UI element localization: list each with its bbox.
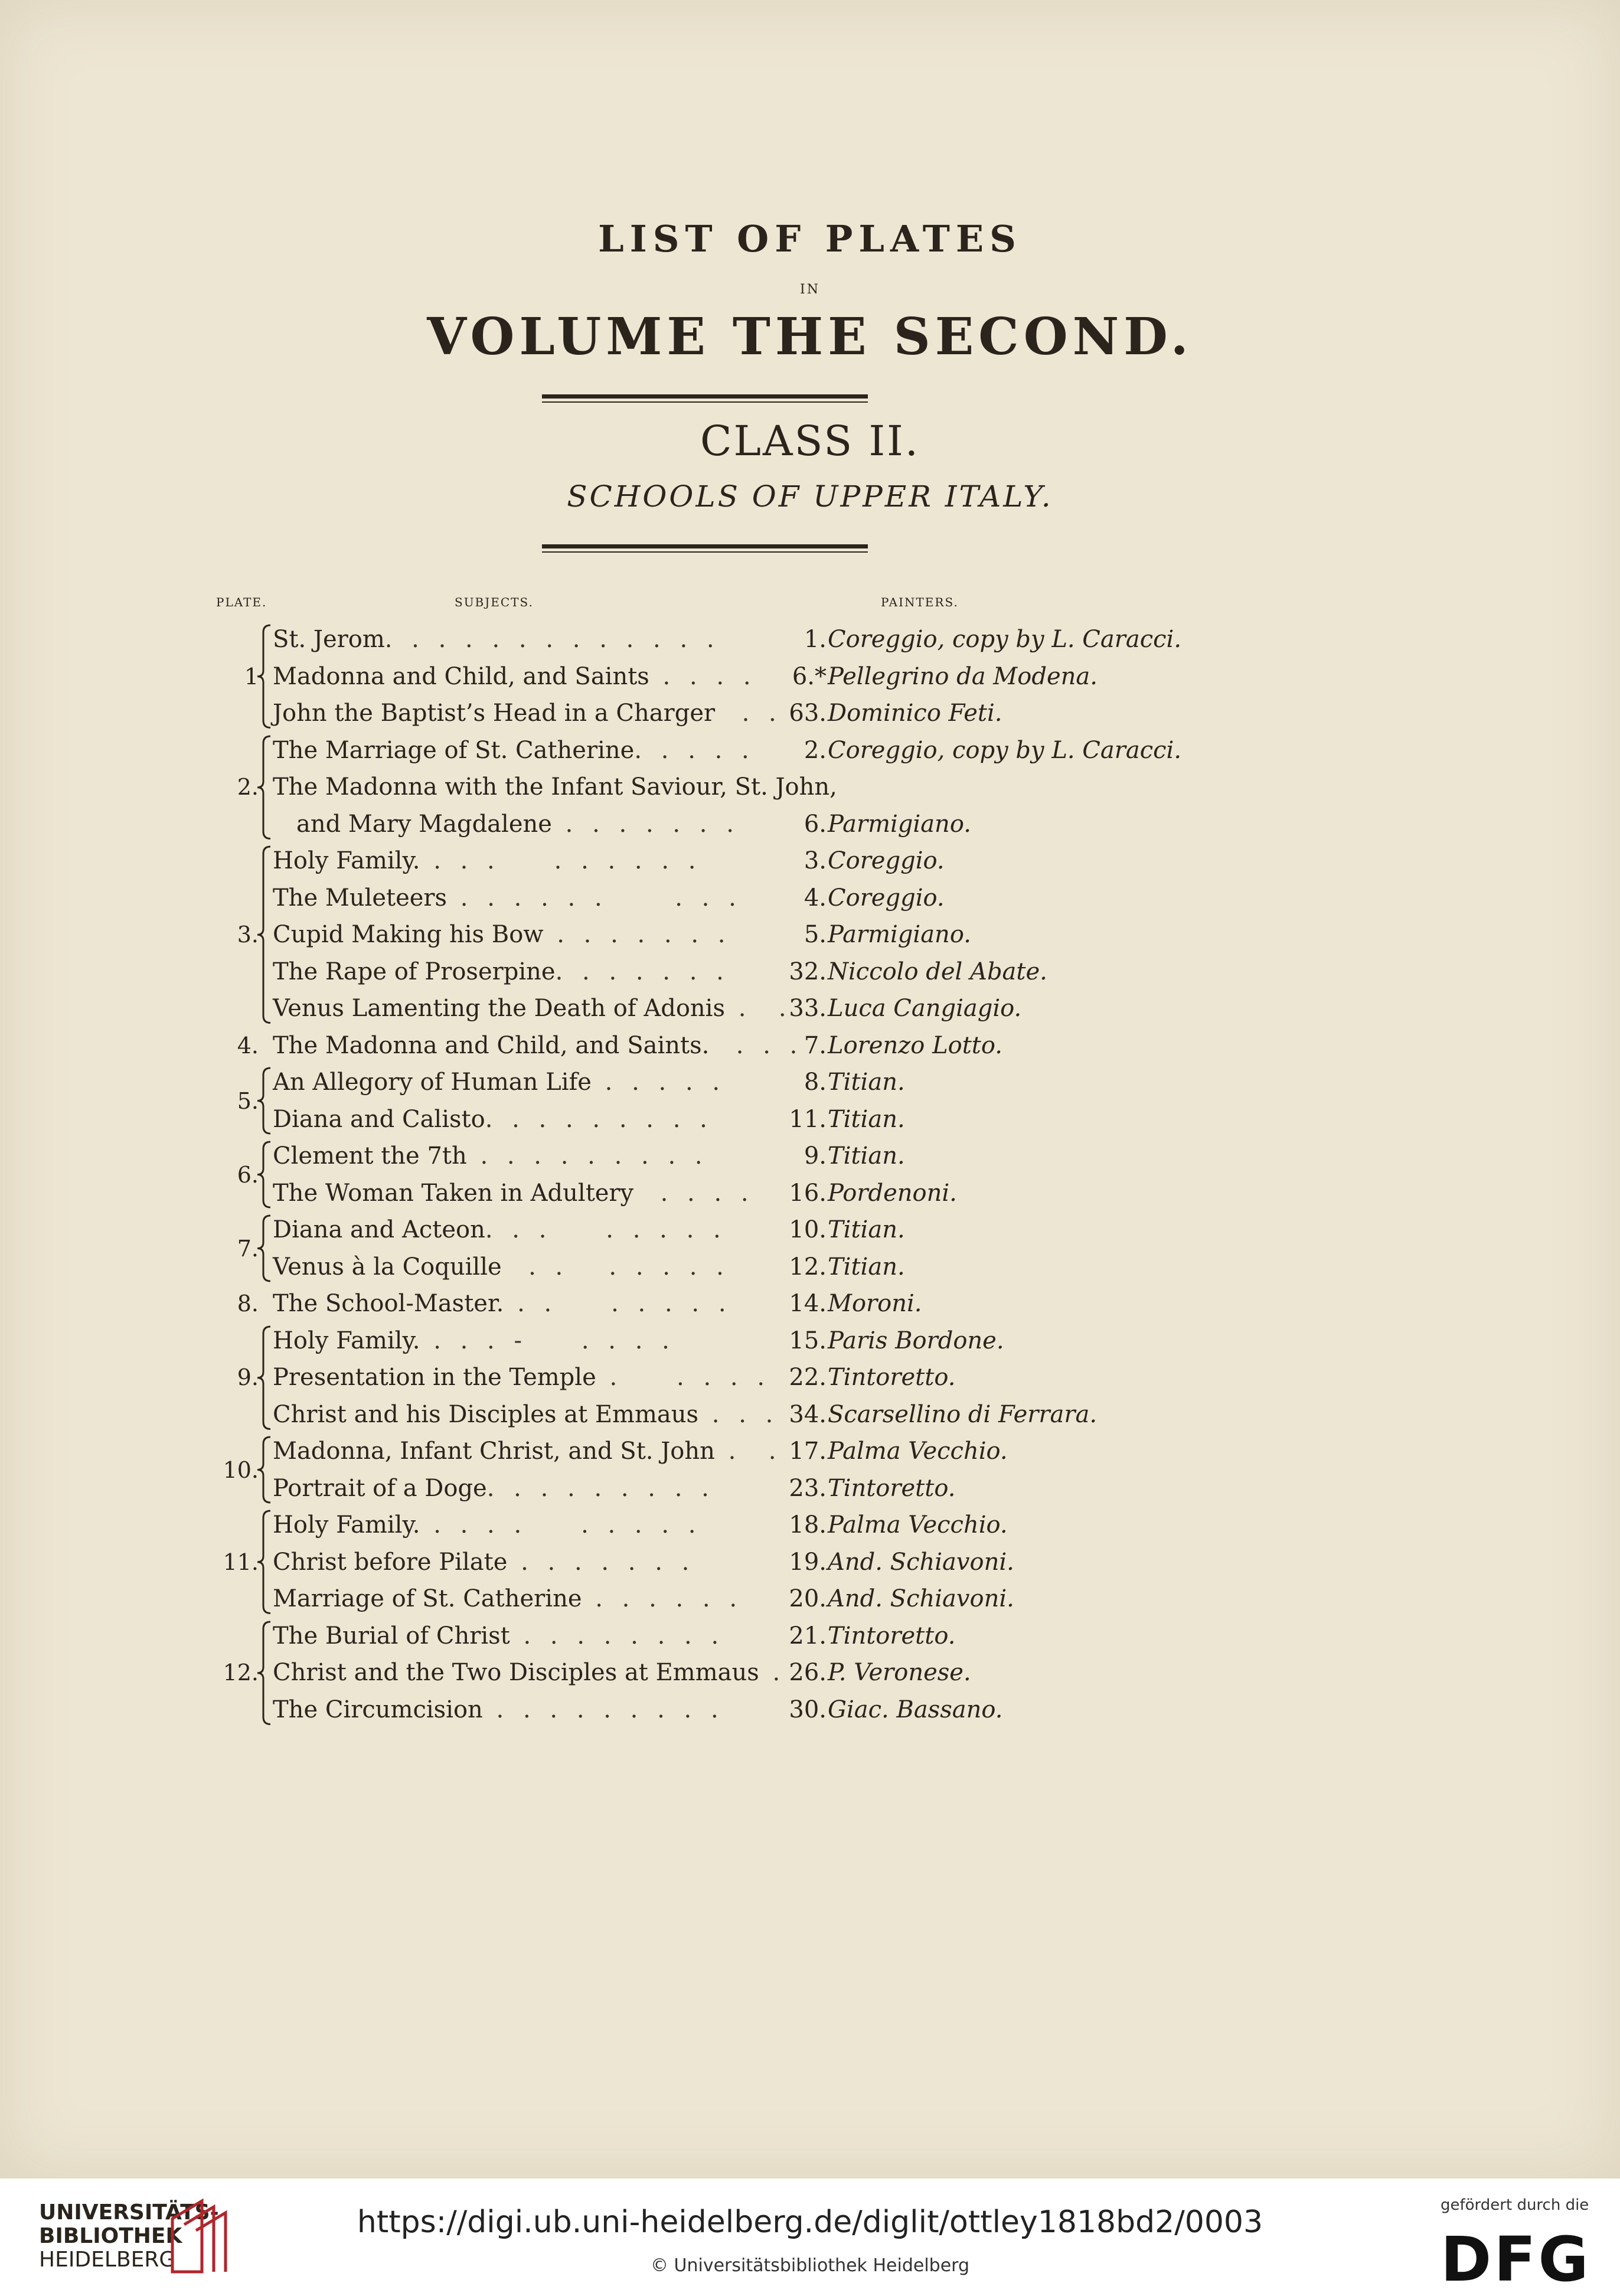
plate-subject bbox=[273, 1285, 763, 1322]
leader-dots: . . . . . . . . bbox=[509, 1622, 725, 1650]
plate-subject bbox=[273, 1211, 763, 1248]
class-subtitle: SCHOOLS OF UPPER ITALY. bbox=[567, 479, 1053, 514]
plate-painter: Titian. bbox=[828, 1142, 905, 1170]
column-header-subjects: SUBJECTS. bbox=[455, 595, 534, 609]
plate-subject-title: Cupid Making his Bow bbox=[273, 921, 544, 948]
plate-subject-title: The Marriage of St. Catherine bbox=[273, 736, 635, 764]
leader-dots: . . . . . bbox=[591, 1069, 726, 1096]
plate-subject-title: The Woman Taken in Adultery bbox=[273, 1179, 634, 1207]
plate-index-number: 1. bbox=[804, 626, 827, 653]
plate-subject bbox=[273, 658, 763, 695]
plate-painter: Coreggio. bbox=[828, 884, 945, 912]
plate-index-number: 20. bbox=[789, 1585, 827, 1612]
plate-painter: Pellegrino da Modena. bbox=[828, 662, 1098, 690]
plate-row bbox=[0, 1285, 1620, 1322]
plate-row bbox=[0, 1249, 1620, 1285]
leader-dots: . . . . . . . . . bbox=[420, 847, 702, 874]
plate-index-number: 14. bbox=[789, 1290, 827, 1317]
plate-subject-title: Madonna and Child, and Saints bbox=[273, 662, 649, 690]
plate-index-number: 16. bbox=[789, 1179, 827, 1207]
plate-painter: Scarsellino di Ferrara. bbox=[828, 1400, 1098, 1428]
plate-painter: And. Schiavoni. bbox=[828, 1585, 1014, 1612]
plate-subject-title: Holy Family. bbox=[273, 1511, 420, 1539]
plate-subject bbox=[273, 695, 782, 731]
leader-dots: . . bbox=[714, 1438, 782, 1465]
leader-dots: . . . bbox=[709, 1031, 804, 1059]
leader-dots: . . . bbox=[698, 1400, 779, 1428]
plate-index-number: 12. bbox=[789, 1253, 827, 1281]
plate-subject bbox=[273, 1027, 804, 1064]
plate-row bbox=[0, 695, 1620, 731]
plate-subject bbox=[273, 1359, 771, 1396]
plate-subject bbox=[273, 990, 792, 1027]
plate-number: 9. bbox=[237, 1364, 259, 1391]
leader-dots: . . . . . . . bbox=[555, 958, 730, 985]
plate-row bbox=[0, 1433, 1620, 1469]
plate-index-number: 15. bbox=[789, 1327, 827, 1354]
leader-dots: . . . . . bbox=[596, 1364, 771, 1391]
plate-row bbox=[0, 732, 1620, 769]
funded-by-text: gefördert durch die bbox=[1441, 2196, 1589, 2214]
plate-subject-title: The Muleteers bbox=[273, 884, 448, 912]
plate-subject-title: The Rape of Proserpine bbox=[273, 958, 556, 985]
plate-subject bbox=[273, 1101, 763, 1138]
copyright-text: © Universitätsbibliothek Heidelberg bbox=[650, 2255, 969, 2276]
plate-row bbox=[0, 1507, 1620, 1543]
plate-index-number: 8. bbox=[804, 1069, 827, 1096]
leader-dots: . . . . . . . . . bbox=[447, 884, 742, 912]
plate-row bbox=[0, 990, 1620, 1027]
plate-painter: Niccolo del Abate. bbox=[828, 958, 1047, 985]
plate-subject-title: Portrait of a Doge bbox=[273, 1474, 487, 1502]
plate-subject bbox=[273, 1618, 763, 1654]
plate-subject-title: Presentation in the Temple bbox=[273, 1364, 596, 1391]
plate-row bbox=[0, 1175, 1620, 1211]
plate-painter: Titian. bbox=[828, 1105, 905, 1133]
plate-painter: Coreggio. bbox=[828, 847, 945, 874]
plate-subject bbox=[273, 732, 763, 769]
double-rule-top-thick bbox=[542, 394, 868, 399]
plate-index-number: 3. bbox=[804, 847, 827, 874]
plate-index-number: 7. bbox=[804, 1031, 827, 1059]
plate-number: 12. bbox=[223, 1660, 259, 1686]
leader-dots: . . bbox=[725, 995, 792, 1022]
library-name-line: UNIVERSITÄTS- bbox=[39, 2200, 219, 2225]
plate-subject bbox=[273, 1322, 763, 1359]
plate-index-number: 11. bbox=[789, 1105, 827, 1133]
plate-subject bbox=[296, 806, 786, 842]
plate-subject-title: An Allegory of Human Life bbox=[273, 1069, 592, 1096]
plate-row bbox=[0, 658, 1620, 695]
plate-painter: Luca Cangiagio. bbox=[828, 995, 1022, 1022]
leader-dots: . . . . . . . . bbox=[485, 1216, 727, 1243]
plate-number: 6. bbox=[237, 1161, 259, 1188]
plate-row bbox=[0, 916, 1620, 953]
plate-index-number: 6.* bbox=[792, 662, 827, 690]
leader-dots: . . . . . . . . . bbox=[420, 1511, 702, 1539]
plate-row bbox=[0, 769, 1620, 805]
plate-painter: Tintoretto. bbox=[828, 1364, 956, 1391]
plate-number: 3. bbox=[237, 922, 259, 948]
heading-in: IN bbox=[800, 282, 820, 297]
plate-index-number: 10. bbox=[789, 1216, 827, 1243]
plate-number: 8. bbox=[237, 1291, 259, 1317]
leader-dots: . . . . . . . bbox=[501, 1253, 730, 1281]
plate-row bbox=[0, 1618, 1620, 1654]
leader-dots: . . . . . . . bbox=[504, 1290, 732, 1317]
plate-index-number: 17. bbox=[789, 1438, 827, 1465]
double-rule-bottom-thick bbox=[542, 544, 868, 548]
leader-dots: . . . . . . bbox=[582, 1585, 743, 1612]
plate-index-number: 32. bbox=[789, 958, 827, 985]
plate-subject-title: Holy Family. bbox=[273, 1327, 420, 1354]
plate-row bbox=[0, 880, 1620, 916]
library-name-line: BIBLIOTHEK bbox=[39, 2224, 182, 2248]
plate-index-number: 30. bbox=[789, 1696, 827, 1723]
plate-index-number: 23. bbox=[789, 1474, 827, 1502]
plate-painter: P. Veronese. bbox=[828, 1659, 971, 1686]
plate-subject-title: The Madonna and Child, and Saints. bbox=[273, 1031, 710, 1059]
leader-dots: . . . . . . . bbox=[543, 921, 731, 948]
plate-subject-title: Venus à la Coquille bbox=[273, 1253, 502, 1281]
double-rule-bottom-thin bbox=[542, 551, 868, 553]
leader-dots: . . bbox=[715, 700, 782, 727]
plate-subject bbox=[273, 1580, 763, 1617]
plate-painter: Lorenzo Lotto. bbox=[828, 1031, 1002, 1059]
plate-index-number: 5. bbox=[804, 921, 827, 948]
plate-row bbox=[0, 1396, 1620, 1433]
plate-subject bbox=[273, 1064, 763, 1100]
plate-subject-title: Clement the 7th bbox=[273, 1142, 467, 1170]
column-header-plate: PLATE. bbox=[216, 595, 267, 609]
plate-painter: Paris Bordone. bbox=[828, 1327, 1004, 1354]
leader-dots: . . . . . . . . . bbox=[466, 1142, 708, 1170]
leader-dots: . . . . . . . bbox=[551, 810, 740, 838]
plate-subject-title: The Circumcision bbox=[273, 1696, 483, 1723]
plate-row bbox=[0, 953, 1620, 990]
plate-number: 1 bbox=[244, 663, 259, 690]
plate-painter: Palma Vecchio. bbox=[828, 1438, 1008, 1465]
plate-index-number: 9. bbox=[804, 1142, 827, 1170]
plate-row bbox=[0, 1544, 1620, 1580]
plate-row bbox=[0, 1101, 1620, 1138]
plate-index-number: 4. bbox=[804, 884, 827, 912]
plate-row bbox=[0, 1580, 1620, 1617]
plate-subject bbox=[273, 1544, 763, 1580]
plate-painter: Pordenoni. bbox=[828, 1179, 957, 1207]
plate-painter: Tintoretto. bbox=[828, 1622, 956, 1650]
plate-painter: Palma Vecchio. bbox=[828, 1511, 1008, 1539]
plate-painter: Giac. Bassano. bbox=[828, 1696, 1003, 1723]
plate-painter: Titian. bbox=[828, 1253, 905, 1281]
plate-subject bbox=[273, 1396, 779, 1433]
plate-painter: Tintoretto. bbox=[828, 1474, 956, 1502]
plate-subject-title: Diana and Calisto bbox=[273, 1105, 485, 1133]
plate-number: 4. bbox=[237, 1032, 259, 1059]
heading-list-of-plates: LIST OF PLATES bbox=[598, 217, 1022, 260]
leader-dots: . . . . . bbox=[634, 736, 755, 764]
plate-number: 10. bbox=[223, 1456, 259, 1483]
plate-subject bbox=[273, 1138, 763, 1174]
plate-subject bbox=[273, 1249, 763, 1285]
leader-dots: . bbox=[759, 1659, 786, 1686]
plate-subject-title: The Burial of Christ bbox=[273, 1622, 510, 1650]
plate-subject-title: Venus Lamenting the Death of Adonis bbox=[273, 995, 725, 1022]
plate-subject-title: Holy Family. bbox=[273, 847, 420, 874]
plate-index-number: 6. bbox=[804, 810, 827, 838]
leader-dots: . . . . . . . . . bbox=[486, 1474, 715, 1502]
plate-painter: Titian. bbox=[828, 1069, 905, 1096]
plate-subject bbox=[273, 1691, 763, 1728]
leader-dots: . . . . . . . bbox=[507, 1548, 695, 1576]
leader-dots: . . . . . . . . . bbox=[485, 1105, 713, 1133]
library-name-line: HEIDELBERG bbox=[39, 2248, 176, 2272]
source-url-link[interactable]: https://digi.ub.uni-heidelberg.de/diglit/ottley1818bd2/0003 bbox=[357, 2204, 1263, 2240]
leader-dots: . . . . . . . . . bbox=[482, 1696, 724, 1723]
plate-index-number: 63. bbox=[789, 700, 827, 727]
plate-painter: And. Schiavoni. bbox=[828, 1548, 1014, 1576]
plate-painter: Parmigiano. bbox=[828, 921, 971, 948]
plate-subject-title: Christ and the Two Disciples at Emmaus bbox=[273, 1659, 759, 1686]
plate-number: 5. bbox=[237, 1087, 259, 1114]
leader-dots: . . . . bbox=[649, 662, 757, 690]
plate-row bbox=[0, 1654, 1620, 1691]
plate-row bbox=[0, 1322, 1620, 1359]
plate-subject-title: Christ before Pilate bbox=[273, 1548, 508, 1576]
plate-index-number: 26. bbox=[789, 1659, 827, 1686]
class-title: CLASS II. bbox=[700, 417, 920, 465]
plate-painter: Dominico Feti. bbox=[828, 700, 1002, 727]
double-rule-top-thin bbox=[542, 401, 868, 403]
plate-row bbox=[0, 1691, 1620, 1728]
plate-index-number: 33. bbox=[789, 995, 827, 1022]
plate-subject-title: The School-Master. bbox=[273, 1290, 504, 1317]
plate-subject bbox=[273, 1507, 763, 1543]
plate-index-number: 2. bbox=[804, 736, 827, 764]
plate-row bbox=[0, 1211, 1620, 1248]
plate-subject bbox=[273, 916, 763, 953]
heading-volume: VOLUME THE SECOND. bbox=[427, 307, 1193, 367]
plate-index-number: 18. bbox=[789, 1511, 827, 1539]
plate-index-number: 21. bbox=[789, 1622, 827, 1650]
plate-subject bbox=[273, 621, 763, 658]
plate-subject-title: St. Jerom bbox=[273, 626, 385, 653]
plate-row bbox=[0, 1359, 1620, 1396]
plate-row bbox=[0, 842, 1620, 879]
plate-subject bbox=[273, 1433, 782, 1469]
footer-bar bbox=[0, 2179, 1620, 2296]
plate-subject bbox=[273, 1175, 763, 1211]
dfg-logo: DFG bbox=[1441, 2223, 1591, 2295]
column-header-painters: PAINTERS. bbox=[881, 595, 959, 609]
plate-subject bbox=[273, 1654, 786, 1691]
plate-subject-title: Christ and his Disciples at Emmaus bbox=[273, 1400, 699, 1428]
plate-painter: Moroni. bbox=[828, 1290, 922, 1317]
plate-row bbox=[0, 1027, 1620, 1064]
plate-row bbox=[0, 1470, 1620, 1507]
plate-subject bbox=[273, 1470, 763, 1507]
plate-number: 7. bbox=[237, 1235, 259, 1262]
plate-subject bbox=[273, 842, 763, 879]
plate-painter: Coreggio, copy by L. Caracci. bbox=[828, 736, 1182, 764]
plate-row bbox=[0, 1138, 1620, 1174]
leader-dots: . . . . bbox=[633, 1179, 755, 1207]
plate-painter: Titian. bbox=[828, 1216, 905, 1243]
plate-subject-title: Marriage of St. Catherine bbox=[273, 1585, 582, 1612]
plate-row bbox=[0, 1064, 1620, 1100]
plate-painter: Coreggio, copy by L. Caracci. bbox=[828, 626, 1182, 653]
plate-index-number: 19. bbox=[789, 1548, 827, 1576]
leader-dots: . . . - . . . . bbox=[420, 1327, 675, 1354]
plate-number: 2. bbox=[237, 774, 259, 801]
plate-subject-title: The Madonna with the Infant Saviour, St. John, bbox=[273, 773, 837, 801]
plate-subject-title: Diana and Acteon bbox=[273, 1216, 485, 1243]
plate-index-number: 22. bbox=[789, 1364, 827, 1391]
plate-number: 11. bbox=[223, 1549, 259, 1575]
plate-subject bbox=[273, 769, 837, 805]
plate-subject bbox=[273, 953, 763, 990]
leader-dots: . . . . . . . . . . . . . bbox=[384, 626, 720, 653]
plate-row bbox=[0, 806, 1620, 842]
plate-subject-title: and Mary Magdalene bbox=[296, 810, 552, 838]
plate-row bbox=[0, 621, 1620, 658]
plate-index-number: 34. bbox=[789, 1400, 827, 1428]
plate-subject bbox=[273, 880, 763, 916]
plate-subject-title: Madonna, Infant Christ, and St. John bbox=[273, 1438, 715, 1465]
plate-subject-title: John the Baptist’s Head in a Charger bbox=[273, 700, 716, 727]
plate-painter: Parmigiano. bbox=[828, 810, 971, 838]
